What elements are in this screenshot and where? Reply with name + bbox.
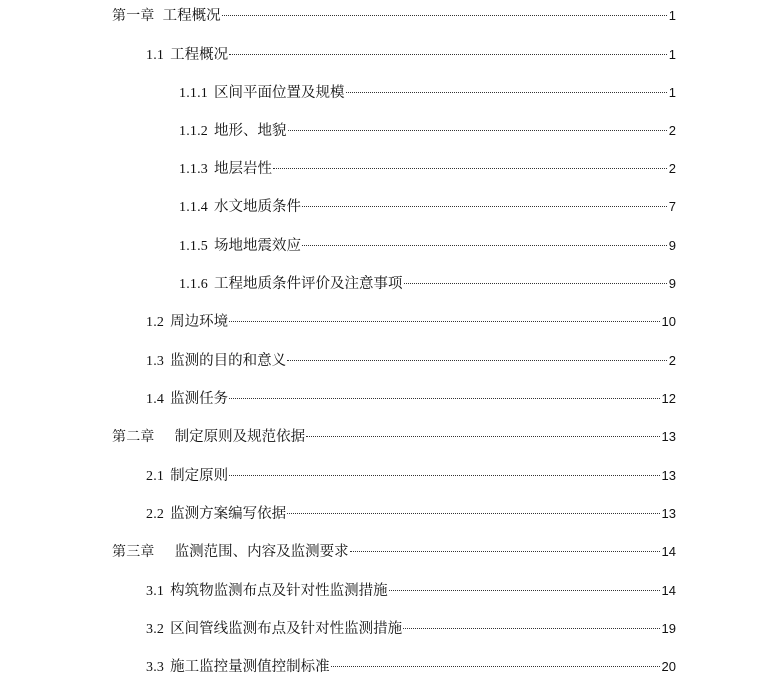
toc-entry-number: 3.1: [146, 584, 165, 599]
toc-entry-page: 2: [668, 353, 676, 368]
toc-entry-1-1[interactable]: [146, 45, 676, 66]
dot-leader: [273, 168, 667, 169]
toc-entry-3-2[interactable]: [146, 619, 676, 640]
dot-leader: [403, 628, 659, 629]
dot-leader: [302, 245, 667, 246]
toc-entry-number: 1.1.6: [179, 277, 208, 292]
toc-entry-page: 13: [661, 506, 676, 521]
toc-entry-chapter-1[interactable]: [112, 6, 676, 27]
toc-entry-title: 监测任务: [170, 391, 229, 407]
toc-entry-number: 3.3: [146, 660, 165, 675]
dot-leader: [346, 92, 667, 93]
toc-entry-page: 19: [661, 621, 676, 636]
dot-leader: [287, 513, 659, 514]
toc-entry-title: 构筑物监测布点及针对性监测措施: [170, 583, 388, 599]
toc-entry-title: 工程地质条件评价及注意事项: [214, 276, 403, 292]
toc-entry-number: 1.2: [146, 315, 165, 330]
toc-entry-page: 12: [661, 391, 676, 406]
toc-entry-title: 周边环境: [170, 314, 229, 330]
toc-entry-title: 监测范围、内容及监测要求: [174, 544, 349, 560]
dot-leader: [306, 436, 659, 437]
toc-entry-1-2[interactable]: [146, 312, 676, 333]
dot-leader: [404, 283, 667, 284]
toc-entry-title: 制定原则: [170, 468, 229, 484]
toc-entry-1-3[interactable]: [146, 351, 676, 372]
dot-leader: [229, 398, 659, 399]
toc-entry-number: 第三章: [112, 545, 155, 560]
toc-entry-page: 9: [668, 238, 676, 253]
toc-entry-number: 第一章: [112, 9, 155, 24]
toc-entry-page: 1: [668, 47, 676, 62]
toc-entry-1-1-3[interactable]: [179, 159, 676, 180]
toc-entry-1-1-6[interactable]: [179, 274, 676, 295]
toc-entry-page: 13: [661, 429, 676, 444]
toc-entry-number: 1.1.5: [179, 239, 208, 254]
toc-entry-number: 1.1: [146, 48, 165, 63]
toc-entry-number: 1.1.2: [179, 124, 208, 139]
toc-entry-chapter-2[interactable]: [112, 427, 676, 448]
dot-leader: [229, 54, 667, 55]
dot-leader: [389, 590, 660, 591]
toc-entry-1-1-2[interactable]: [179, 121, 676, 142]
toc-entry-page: 14: [661, 583, 676, 598]
toc-entry-page: 10: [661, 314, 676, 329]
toc-entry-title: 地形、地貌: [214, 123, 287, 139]
toc-entry-number: 1.4: [146, 392, 165, 407]
toc-entry-3-3[interactable]: [146, 657, 676, 678]
toc-entry-1-1-4[interactable]: [179, 197, 676, 218]
toc-entry-page: 7: [668, 199, 676, 214]
toc-entry-title: 监测方案编写依据: [170, 506, 287, 522]
dot-leader: [288, 130, 667, 131]
dot-leader: [302, 206, 667, 207]
toc-entry-page: 1: [668, 85, 676, 100]
toc-entry-number: 2.2: [146, 507, 165, 522]
toc-entry-page: 1: [668, 8, 676, 23]
toc-entry-page: 20: [661, 659, 676, 674]
toc-entry-title: 水文地质条件: [214, 199, 301, 215]
dot-leader: [229, 321, 659, 322]
toc-entry-1-4[interactable]: [146, 389, 676, 410]
toc-entry-2-1[interactable]: [146, 466, 676, 487]
toc-entry-3-1[interactable]: [146, 581, 676, 602]
dot-leader: [222, 15, 667, 16]
dot-leader: [350, 551, 660, 552]
dot-leader: [287, 360, 667, 361]
toc-entry-title: 监测的目的和意义: [170, 353, 287, 369]
toc-entry-title: 工程概况: [162, 8, 221, 24]
toc-entry-number: 1.1.1: [179, 86, 208, 101]
toc-entry-number: 1.1.3: [179, 162, 208, 177]
toc-entry-number: 1.1.4: [179, 200, 208, 215]
toc-entry-title: 场地地震效应: [214, 238, 301, 254]
toc-entry-title: 区间管线监测布点及针对性监测措施: [170, 621, 403, 637]
toc-entry-number: 2.1: [146, 469, 165, 484]
toc-entry-page: 13: [661, 468, 676, 483]
toc-entry-page: 14: [661, 544, 676, 559]
toc-entry-title: 区间平面位置及规模: [214, 85, 345, 101]
toc-entry-1-1-1[interactable]: [179, 83, 676, 104]
toc-entry-2-2[interactable]: [146, 504, 676, 525]
toc-entry-number: 3.2: [146, 622, 165, 637]
toc-entry-page: 2: [668, 123, 676, 138]
dot-leader: [331, 666, 660, 667]
toc-entry-title: 施工监控量测值控制标准: [170, 659, 330, 675]
toc-entry-page: 9: [668, 276, 676, 291]
toc-entry-title: 工程概况: [170, 47, 229, 63]
toc-entry-page: 2: [668, 161, 676, 176]
toc-entry-number: 第二章: [112, 430, 155, 445]
toc-entry-title: 地层岩性: [214, 161, 272, 177]
toc-entry-title: 制定原则及规范依据: [174, 429, 306, 445]
toc-entry-number: 1.3: [146, 354, 165, 369]
toc-entry-chapter-3[interactable]: [112, 542, 676, 563]
dot-leader: [229, 475, 659, 476]
toc-entry-1-1-5[interactable]: [179, 236, 676, 257]
